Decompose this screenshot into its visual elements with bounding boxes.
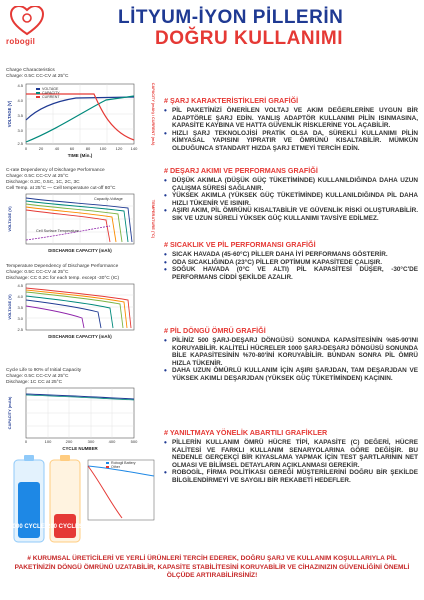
- x-axis-label: DISCHARGE CAPACITY (mAh): [48, 334, 112, 339]
- chart-caption: C-rate Dependency of Discharge Performance: [6, 168, 105, 173]
- section-title: # PİL DÖNGÜ ÖMRÜ GRAFİĞİ: [164, 326, 266, 335]
- x-tick: 120: [115, 146, 123, 151]
- temperature-discharge-chart: [6, 264, 158, 342]
- list-item: • DÜŞÜK AKIMLA (DÜŞÜK GÜÇ TÜKETİMİNDE) KULLANILDIĞINDA DAHA UZUN ÇALIŞMA SÜRESİ SAĞLANIR.: [164, 177, 418, 192]
- y-tick: 3.0: [17, 128, 23, 133]
- list-item: • PİL PAKETİNİZİ ÖNERİLEN VOLTAJ VE AKIM DEĞERLERİNE UYGUN BİR ADAPTÖRLE ŞARJ EDİN. YANLIŞ ADAPTÖR KULLANIMI PİLİN ISINMASINA, KAPASİTE KAYBINA VE HATTA GÜVENLİK RİSKLERİNE YOL AÇABİLİR.: [164, 107, 418, 130]
- x-tick: 20: [38, 146, 44, 151]
- y-axis-label: VOLTAGE (V): [7, 206, 12, 232]
- charge-plot: [6, 80, 158, 160]
- chart-annotation: Capacity-Voltage: [94, 197, 123, 201]
- chart-caption: Cycle Life to 90% of Initial Capacity: [6, 368, 82, 373]
- y-tick: 3.5: [17, 305, 23, 310]
- chart-caption: Charge: 0.5C CC-CV at 25°C: [6, 174, 69, 179]
- page-title-line2: DOĞRU KULLANIMI: [155, 28, 343, 49]
- chart-caption: Discharge: 0.2C, 0.5C, 1C, 2C, 3C: [6, 180, 80, 185]
- chart-caption: Charge: 0.5C CC-CV at 25°C: [6, 270, 69, 275]
- discharge-rate-plot: [6, 192, 158, 256]
- charge-characteristics-chart: [6, 68, 158, 160]
- chart-caption: Charge: 0.5C CC-CV at 25°C: [6, 374, 69, 379]
- list-item: • ODA SICAKLIĞINDA (23°C) PİLLER OPTİMUM KAPASİTEDE ÇALIŞIR.: [164, 259, 418, 267]
- list-item: • AŞIRI AKIM, PİL ÖMRÜNÜ KISALTABİLİR VE GÜVENLİK RİSKİ OLUŞTURABİLİR. SIK VE UZUN SÜRELİ YÜKSEK GÜÇ KULLANIMI TAVSİYE EDİLMEZ.: [164, 207, 418, 222]
- list-item: • ROBOGİL, FİRMA POLİTİKASI GEREĞİ MÜŞTERİLERİNİ DOĞRU BİR ŞEKİLDE BİLGİLENDİRMEYİ VE SAYGILI BİR REKABETİ HEDEFLER.: [164, 469, 418, 484]
- x-tick: 500: [130, 439, 138, 444]
- chart-caption: Charge: 0.5C CC-CV at 25°C: [6, 74, 69, 79]
- footer-note: # KURUMSAL ÜRETİCİLERİ VE YERLİ ÜRÜNLERİ TERCİH EDEREK, DOĞRU ŞARJ VE KULLANIM KOŞULLARIYLA PİL PAKETİNİZİN DÖNGÜ ÖMRÜNÜ UZATABİLİR, KAPASİTE STABİLİTESİNİ KORUYABİLİR VE CİHAZINIZIN GÜVENLİĞİNİ ÖNEMLİ ÖLÇÜDE ARTIRABİLİRSİNİZ!: [14, 555, 410, 580]
- y-tick: 3.5: [17, 113, 23, 118]
- section-title: # YANILTMAYA YÖNELİK ABARTILI GRAFİKLER: [164, 428, 328, 437]
- section-title: # DEŞARJ AKIMI VE PERFORMANS GRAFİĞİ: [164, 166, 318, 175]
- c-rate-discharge-chart: [6, 168, 158, 256]
- section-discharge: [164, 166, 418, 223]
- x-axis-label: DISCHARGE CAPACITY (mAh): [48, 248, 112, 253]
- x-tick: 200: [65, 439, 73, 444]
- list-item: • PİLLERİN KULLANIM ÖMRÜ HÜCRE TİPİ, KAPASİTE (C) DEĞERİ, HÜCRE KALİTESİ VE FARKLI KULLANIM SENARYOLARINA GÖRE DEĞİŞİR. BU NEDENLE GERÇEKÇİ BİR KIYASLAMA YAPMAK İÇİN TEST ŞARTLARININ NET OLMASI VE BİLİMSEL DETAYLARIN AÇIKLANMASI GEREKİR.: [164, 439, 418, 469]
- section-charge: [164, 96, 418, 153]
- y-axis-label: VOLTAGE (V): [7, 294, 12, 320]
- battery-right-label: 200 CYCLES: [46, 524, 84, 530]
- list-item: • SICAK HAVADA (45-60°C) PİLLER DAHA İYİ PERFORMANS GÖSTERİR.: [164, 251, 418, 259]
- robogil-logo-icon: [10, 6, 44, 36]
- legend-entry: CAPACITY: [42, 91, 60, 95]
- legend-entry: Robogil Battery: [111, 461, 136, 465]
- section-temperature: [164, 240, 418, 281]
- list-item: • YÜKSEK AKIMLA (YÜKSEK GÜÇ TÜKETİMİNDE) KULLANILDIĞINDA PİL DAHA HIZLI TÜKENİR VE ISINIR.: [164, 192, 418, 207]
- y-axis-label-right: TEMPERATURE (°C): [151, 199, 156, 239]
- y-tick: 4.5: [17, 283, 23, 288]
- chart-annotation: Cell Surface Temperature: [36, 229, 79, 233]
- battery-comparison-illustration: [10, 452, 158, 548]
- cycle-plot: [6, 386, 158, 452]
- legend-entry: CURRENT: [42, 95, 60, 99]
- list-item: • HIZLI ŞARJ TEKNOLOJİSİ PRATİK OLSA DA, SÜREKLİ KULLANIMI PİLİN KİMYASAL YAPISINI YIPRATIR VE ÖMRÜNÜ KISALTABİLİR. MÜMKÜN OLDUĞUNCA STANDART HIZDA ŞARJ ETMEYİ TERCİH EDİN.: [164, 130, 418, 153]
- x-tick: 400: [108, 439, 116, 444]
- section-misleading-charts: [164, 428, 418, 485]
- y-tick: 2.5: [17, 327, 23, 332]
- x-tick: 40: [54, 146, 60, 151]
- chart-caption: Cell Temp. at 25°C — Cell temperature cut-off 80°C: [6, 186, 116, 191]
- x-axis-label: TIME (Min.): [67, 153, 93, 158]
- x-tick: 80: [85, 146, 91, 151]
- x-tick: 60: [69, 146, 75, 151]
- legend-entry: Other: [111, 465, 120, 469]
- y-tick: 4.0: [17, 98, 23, 103]
- header: [0, 0, 424, 58]
- temperature-plot: [6, 282, 158, 342]
- y-tick: 3.0: [17, 316, 23, 321]
- chart-caption: Charge Characteristics: [6, 68, 55, 73]
- x-tick: 300: [87, 439, 95, 444]
- x-axis-label: CYCLE NUMBER: [62, 446, 98, 451]
- battery-left-label: 1000 CYCLES: [10, 524, 49, 530]
- x-tick: 0: [24, 439, 28, 444]
- x-tick: 100: [99, 146, 107, 151]
- chart-caption: Discharge: 1C CC at 25°C: [6, 380, 63, 385]
- brand-name: robogil: [6, 37, 36, 46]
- y-tick: 4.0: [17, 294, 23, 299]
- chart-caption: Temperature Dependency of Discharge Performance: [6, 264, 119, 269]
- section-title: # ŞARJ KARAKTERİSTİKLERİ GRAFİĞİ: [164, 96, 299, 105]
- section-cycle-life: [164, 326, 418, 383]
- y-axis-label: VOLTAGE (V): [7, 100, 12, 128]
- x-tick: 0: [24, 146, 28, 151]
- list-item: • DAHA UZUN ÖMÜRLÜ KULLANIM İÇİN AŞIRI ŞARJDAN, TAM DEŞARJDAN VE YÜKSEK AKIMLI DEŞARJDAN (YÜKSEK GÜÇ TÜKETİMİNDEN) KAÇININ.: [164, 367, 418, 382]
- page-title-line1: LİTYUM-İYON PİLLERİN: [118, 7, 344, 28]
- y-axis-label: CAPACITY (mAh): [7, 396, 12, 430]
- x-tick: 100: [44, 439, 52, 444]
- cycle-life-chart: [6, 368, 158, 452]
- list-item: • SOĞUK HAVADA (0°C VE ALTI) PİL KAPASİTESİ DÜŞER, -30°C'DE PERFORMANS CİDDİ ŞEKİLDE AZALIR.: [164, 266, 418, 281]
- y-tick: 2.5: [17, 141, 23, 146]
- list-item: • PİLİNİZ 500 ŞARJ-DEŞARJ DÖNGÜSÜ SONUNDA KAPASİTESİNİN %85-90'INI KORUYABİLİR. KALİTELİ HÜCRELER 1000 ŞARJ-DEŞARJ DÖNGÜSÜ SONUNDA BİLE KAPASİTESİNİN %70-80'İNİ KORUYABİLİR. BUNDAN SONRA PİL ÖMRÜ HIZLA TÜKENİR.: [164, 337, 418, 367]
- y-axis-label-right: CAPACITY (mAh) / CURRENT (mA): [151, 82, 155, 146]
- chart-caption: Discharge: CC 0.2C for each temp. except -30°C (IC): [6, 276, 120, 281]
- x-tick: 140: [130, 146, 138, 151]
- legend-entry: VOLTAGE: [42, 87, 59, 91]
- section-title: # SICAKLIK VE PİL PERFORMANSI GRAFİĞİ: [164, 240, 316, 249]
- y-tick: 4.5: [17, 83, 23, 88]
